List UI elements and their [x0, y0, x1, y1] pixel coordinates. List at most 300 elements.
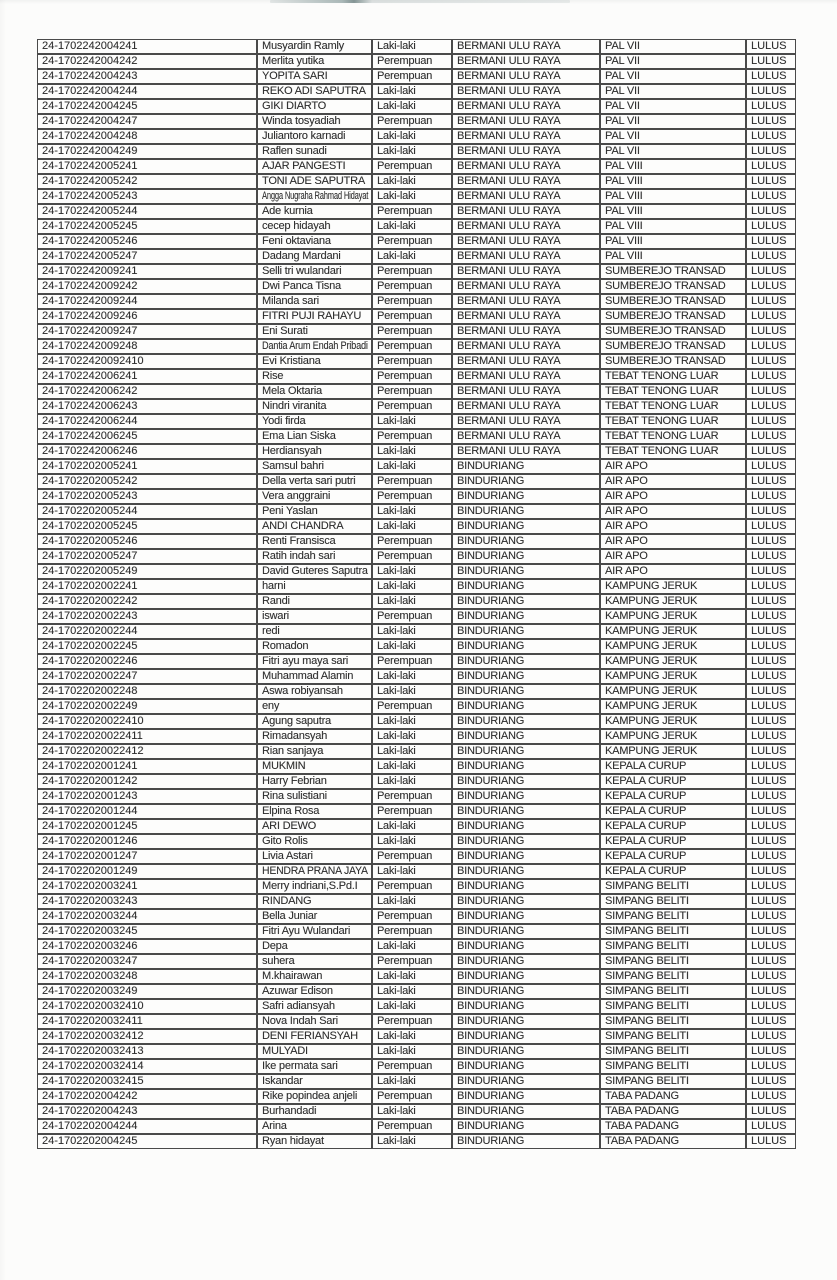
cell-registration_id — [37, 459, 257, 474]
cell-text: LULUS — [751, 670, 787, 682]
results-table-body — [37, 39, 796, 1149]
cell-text: SIMPANG BELITI — [605, 895, 689, 907]
cell-text: LULUS — [751, 610, 787, 622]
cell-text: Feni oktaviana — [262, 235, 331, 247]
table-row — [37, 549, 796, 564]
cell-text: Laki-laki — [377, 1135, 416, 1147]
cell-text: 24-17022020022412 — [42, 745, 144, 757]
cell-status — [746, 609, 796, 624]
cell-text: LULUS — [751, 460, 787, 472]
cell-text: KAMPUNG JERUK — [605, 610, 698, 622]
cell-status — [746, 1029, 796, 1044]
cell-text: Laki-laki — [377, 820, 416, 832]
cell-text: Perempuan — [377, 280, 433, 292]
cell-text: Nova Indah Sari — [262, 1015, 338, 1027]
cell-text: LULUS — [751, 220, 787, 232]
cell-status — [746, 864, 796, 879]
table-row — [37, 774, 796, 789]
cell-district — [452, 894, 600, 909]
cell-text: BERMANI ULU RAYA — [457, 40, 561, 52]
cell-text: 24-1702202002244 — [42, 625, 138, 637]
cell-village — [600, 534, 746, 549]
cell-text: BERMANI ULU RAYA — [457, 100, 561, 112]
table-row — [37, 609, 796, 624]
cell-registration_id — [37, 474, 257, 489]
cell-text: BINDURIANG — [457, 625, 525, 637]
cell-status — [746, 774, 796, 789]
cell-district — [452, 369, 600, 384]
cell-status — [746, 204, 796, 219]
cell-text: Nindri viranita — [262, 400, 327, 412]
cell-district — [452, 639, 600, 654]
cell-text: 24-1702242004244 — [42, 85, 138, 97]
cell-name — [257, 834, 372, 849]
cell-name — [257, 669, 372, 684]
cell-text: Perempuan — [377, 1015, 433, 1027]
cell-village — [600, 189, 746, 204]
cell-text: Laki-laki — [377, 220, 416, 232]
cell-name — [257, 804, 372, 819]
cell-gender — [372, 414, 452, 429]
cell-registration_id — [37, 609, 257, 624]
cell-name — [257, 1014, 372, 1029]
cell-registration_id — [37, 219, 257, 234]
cell-district — [452, 684, 600, 699]
cell-text: 24-1702242004242 — [42, 55, 138, 67]
cell-status — [746, 249, 796, 264]
cell-registration_id — [37, 1014, 257, 1029]
cell-text: Randi — [262, 595, 290, 607]
cell-gender — [372, 684, 452, 699]
cell-text: Raflen sunadi — [262, 145, 327, 157]
cell-text: LULUS — [751, 475, 787, 487]
cell-village — [600, 1119, 746, 1134]
cell-text: Laki-laki — [377, 940, 416, 952]
cell-text: 24-1702202003246 — [42, 940, 138, 952]
cell-text: PAL VII — [605, 40, 640, 52]
cell-district — [452, 399, 600, 414]
table-row — [37, 894, 796, 909]
cell-village — [600, 564, 746, 579]
cell-status — [746, 369, 796, 384]
cell-district — [452, 849, 600, 864]
table-row — [37, 69, 796, 84]
cell-village — [600, 309, 746, 324]
cell-text: 24-1702202003241 — [42, 880, 138, 892]
cell-text: Laki-laki — [377, 670, 416, 682]
cell-text: David Guteres Saputra — [262, 565, 368, 577]
cell-text: HENDRA PRANA JAYA — [262, 865, 368, 877]
cell-village — [600, 204, 746, 219]
cell-text: Perempuan — [377, 370, 433, 382]
cell-text: 24-17022020032412 — [42, 1030, 144, 1042]
table-row — [37, 474, 796, 489]
cell-district — [452, 474, 600, 489]
cell-text: Elpina Rosa — [262, 805, 320, 817]
cell-text: PAL VII — [605, 100, 640, 112]
cell-gender — [372, 729, 452, 744]
cell-name — [257, 1104, 372, 1119]
table-row — [37, 729, 796, 744]
cell-name — [257, 459, 372, 474]
cell-text: Perempuan — [377, 1090, 433, 1102]
table-row — [37, 144, 796, 159]
cell-name — [257, 264, 372, 279]
cell-gender — [372, 1059, 452, 1074]
cell-registration_id — [37, 789, 257, 804]
cell-district — [452, 174, 600, 189]
cell-text: BERMANI ULU RAYA — [457, 280, 561, 292]
cell-text: LULUS — [751, 1000, 787, 1012]
cell-text: SIMPANG BELITI — [605, 985, 689, 997]
cell-text: 24-1702242009241 — [42, 265, 138, 277]
cell-text: LULUS — [751, 1045, 787, 1057]
cell-status — [746, 954, 796, 969]
cell-status — [746, 84, 796, 99]
cell-district — [452, 69, 600, 84]
cell-text: LULUS — [751, 880, 787, 892]
cell-text: TEBAT TENONG LUAR — [605, 370, 719, 382]
cell-text: BINDURIANG — [457, 490, 525, 502]
cell-text: Rina sulistiani — [262, 790, 327, 802]
cell-registration_id — [37, 429, 257, 444]
cell-gender — [372, 669, 452, 684]
cell-village — [600, 909, 746, 924]
table-row — [37, 489, 796, 504]
cell-text: 24-1702202005247 — [42, 550, 138, 562]
table-row — [37, 594, 796, 609]
cell-name — [257, 369, 372, 384]
cell-district — [452, 834, 600, 849]
cell-text: Laki-laki — [377, 1105, 416, 1117]
cell-text: Musyardin Ramly — [262, 40, 344, 52]
cell-district — [452, 579, 600, 594]
cell-text: BERMANI ULU RAYA — [457, 55, 561, 67]
cell-text: Agung saputra — [262, 715, 331, 727]
cell-registration_id — [37, 324, 257, 339]
cell-text: PAL VIII — [605, 250, 643, 262]
cell-text: 24-1702242005246 — [42, 235, 138, 247]
cell-village — [600, 744, 746, 759]
cell-text: LULUS — [751, 70, 787, 82]
cell-text: Laki-laki — [377, 1045, 416, 1057]
cell-status — [746, 219, 796, 234]
cell-registration_id — [37, 714, 257, 729]
cell-text: Laki-laki — [377, 415, 416, 427]
cell-gender — [372, 699, 452, 714]
cell-text: Perempuan — [377, 1060, 433, 1072]
cell-district — [452, 429, 600, 444]
table-row — [37, 414, 796, 429]
cell-gender — [372, 924, 452, 939]
cell-text: RINDANG — [262, 895, 312, 907]
cell-text: LULUS — [751, 655, 787, 667]
cell-registration_id — [37, 39, 257, 54]
cell-registration_id — [37, 564, 257, 579]
cell-village — [600, 69, 746, 84]
cell-gender — [372, 939, 452, 954]
cell-name — [257, 84, 372, 99]
cell-registration_id — [37, 249, 257, 264]
cell-text: PAL VII — [605, 85, 640, 97]
cell-text: Ike permata sari — [262, 1060, 338, 1072]
cell-text: 24-1702202001242 — [42, 775, 138, 787]
table-row — [37, 369, 796, 384]
cell-status — [746, 414, 796, 429]
cell-district — [452, 39, 600, 54]
cell-status — [746, 54, 796, 69]
cell-text: 24-1702242006241 — [42, 370, 138, 382]
cell-text: KAMPUNG JERUK — [605, 685, 698, 697]
cell-status — [746, 549, 796, 564]
cell-text: PAL VIII — [605, 205, 643, 217]
cell-text: BINDURIANG — [457, 1030, 525, 1042]
cell-district — [452, 1029, 600, 1044]
cell-gender — [372, 1089, 452, 1104]
cell-text: 24-1702202005249 — [42, 565, 138, 577]
cell-text: Laki-laki — [377, 580, 416, 592]
cell-text: Fitri Ayu Wulandari — [262, 925, 351, 937]
cell-text: Perempuan — [377, 310, 433, 322]
cell-status — [746, 429, 796, 444]
cell-village — [600, 324, 746, 339]
cell-text: 24-1702242004249 — [42, 145, 138, 157]
cell-status — [746, 174, 796, 189]
cell-gender — [372, 249, 452, 264]
table-row — [37, 759, 796, 774]
cell-text: SIMPANG BELITI — [605, 1060, 689, 1072]
table-row — [37, 264, 796, 279]
cell-text: 24-1702242005243 — [42, 190, 138, 202]
cell-text: BINDURIANG — [457, 760, 525, 772]
cell-name — [257, 984, 372, 999]
cell-name — [257, 864, 372, 879]
table-row — [37, 1074, 796, 1089]
table-row — [37, 984, 796, 999]
cell-registration_id — [37, 954, 257, 969]
cell-district — [452, 699, 600, 714]
cell-text: KEPALA CURUP — [605, 865, 687, 877]
cell-text: BERMANI ULU RAYA — [457, 430, 561, 442]
table-row — [37, 399, 796, 414]
cell-status — [746, 489, 796, 504]
table-row — [37, 174, 796, 189]
cell-status — [746, 504, 796, 519]
cell-status — [746, 294, 796, 309]
cell-village — [600, 864, 746, 879]
cell-text: BINDURIANG — [457, 475, 525, 487]
cell-district — [452, 384, 600, 399]
cell-text: 24-1702242009244 — [42, 295, 138, 307]
cell-district — [452, 324, 600, 339]
table-row — [37, 819, 796, 834]
cell-village — [600, 789, 746, 804]
cell-status — [746, 324, 796, 339]
cell-text: LULUS — [751, 400, 787, 412]
cell-text: Perempuan — [377, 700, 433, 712]
cell-district — [452, 294, 600, 309]
cell-district — [452, 114, 600, 129]
cell-village — [600, 54, 746, 69]
cell-gender — [372, 504, 452, 519]
cell-text: cecep hidayah — [262, 220, 331, 232]
cell-text: Laki-laki — [377, 835, 416, 847]
cell-text: Fitri ayu maya sari — [262, 655, 349, 667]
table-row — [37, 789, 796, 804]
table-row — [37, 639, 796, 654]
table-row — [37, 654, 796, 669]
cell-district — [452, 489, 600, 504]
cell-text: eny — [262, 700, 280, 712]
cell-district — [452, 939, 600, 954]
cell-text: Burhandadi — [262, 1105, 317, 1117]
cell-status — [746, 909, 796, 924]
cell-text: Perempuan — [377, 550, 433, 562]
cell-registration_id — [37, 924, 257, 939]
cell-district — [452, 444, 600, 459]
cell-status — [746, 459, 796, 474]
cell-text: Laki-laki — [377, 100, 416, 112]
cell-village — [600, 1059, 746, 1074]
cell-status — [746, 144, 796, 159]
cell-registration_id — [37, 339, 257, 354]
cell-text: AIR APO — [605, 550, 648, 562]
cell-name — [257, 309, 372, 324]
cell-text: SUMBEREJO TRANSAD — [605, 340, 726, 352]
table-row — [37, 54, 796, 69]
cell-name — [257, 714, 372, 729]
cell-text: 24-1702202001247 — [42, 850, 138, 862]
cell-text: BINDURIANG — [457, 805, 525, 817]
cell-village — [600, 39, 746, 54]
cell-registration_id — [37, 984, 257, 999]
cell-text: 24-1702202001243 — [42, 790, 138, 802]
table-row — [37, 519, 796, 534]
cell-village — [600, 354, 746, 369]
cell-text: Ratih indah sari — [262, 550, 336, 562]
cell-text: BINDURIANG — [457, 610, 525, 622]
cell-gender — [372, 294, 452, 309]
cell-district — [452, 804, 600, 819]
cell-gender — [372, 279, 452, 294]
cell-text: BERMANI ULU RAYA — [457, 190, 561, 202]
cell-gender — [372, 114, 452, 129]
table-row — [37, 1134, 796, 1149]
cell-text: LULUS — [751, 370, 787, 382]
cell-registration_id — [37, 1104, 257, 1119]
cell-village — [600, 954, 746, 969]
table-row — [37, 864, 796, 879]
cell-text: Winda tosyadiah — [262, 115, 341, 127]
cell-text: LULUS — [751, 100, 787, 112]
cell-text: BINDURIANG — [457, 1120, 525, 1132]
cell-text: Dwi Panca Tisna — [262, 280, 341, 292]
cell-text: BERMANI ULU RAYA — [457, 115, 561, 127]
cell-text: LULUS — [751, 730, 787, 742]
cell-status — [746, 354, 796, 369]
cell-gender — [372, 84, 452, 99]
cell-text: BINDURIANG — [457, 985, 525, 997]
cell-text: Laki-laki — [377, 865, 416, 877]
cell-name — [257, 1074, 372, 1089]
cell-text: BINDURIANG — [457, 715, 525, 727]
cell-name — [257, 1089, 372, 1104]
cell-registration_id — [37, 399, 257, 414]
cell-gender — [372, 579, 452, 594]
cell-text: LULUS — [751, 235, 787, 247]
cell-gender — [372, 429, 452, 444]
cell-text: LULUS — [751, 775, 787, 787]
cell-district — [452, 819, 600, 834]
cell-text: BINDURIANG — [457, 925, 525, 937]
cell-name — [257, 819, 372, 834]
cell-gender — [372, 324, 452, 339]
cell-text: SIMPANG BELITI — [605, 970, 689, 982]
cell-registration_id — [37, 1134, 257, 1149]
cell-village — [600, 174, 746, 189]
cell-name — [257, 189, 372, 204]
cell-text: BINDURIANG — [457, 670, 525, 682]
cell-text: Perempuan — [377, 535, 433, 547]
cell-text: 24-17022020032415 — [42, 1075, 144, 1087]
cell-registration_id — [37, 729, 257, 744]
cell-text: BINDURIANG — [457, 1135, 525, 1147]
cell-gender — [372, 879, 452, 894]
cell-text: Milanda sari — [262, 295, 319, 307]
table-row — [37, 189, 796, 204]
cell-gender — [372, 1104, 452, 1119]
cell-text: TEBAT TENONG LUAR — [605, 400, 719, 412]
cell-village — [600, 144, 746, 159]
cell-district — [452, 1059, 600, 1074]
cell-text: PAL VII — [605, 145, 640, 157]
cell-text: BINDURIANG — [457, 790, 525, 802]
cell-text: PAL VIII — [605, 160, 643, 172]
cell-status — [746, 234, 796, 249]
cell-text: Perempuan — [377, 235, 433, 247]
cell-registration_id — [37, 489, 257, 504]
table-row — [37, 849, 796, 864]
cell-text: Renti Fransisca — [262, 535, 336, 547]
cell-text: PAL VII — [605, 55, 640, 67]
cell-text: 24-1702202001241 — [42, 760, 138, 772]
cell-text: 24-1702242004241 — [42, 40, 138, 52]
cell-text: SUMBEREJO TRANSAD — [605, 325, 726, 337]
cell-village — [600, 219, 746, 234]
cell-village — [600, 444, 746, 459]
cell-text: Laki-laki — [377, 505, 416, 517]
cell-text: Laki-laki — [377, 520, 416, 532]
cell-district — [452, 549, 600, 564]
cell-gender — [372, 1044, 452, 1059]
cell-text: 24-1702242006245 — [42, 430, 138, 442]
cell-village — [600, 639, 746, 654]
cell-text: AIR APO — [605, 460, 648, 472]
cell-text: Dadang Mardani — [262, 250, 341, 262]
table-row — [37, 1044, 796, 1059]
cell-gender — [372, 714, 452, 729]
cell-text: LULUS — [751, 325, 787, 337]
cell-status — [746, 894, 796, 909]
cell-district — [452, 564, 600, 579]
cell-name — [257, 729, 372, 744]
cell-village — [600, 1089, 746, 1104]
cell-status — [746, 969, 796, 984]
table-row — [37, 1089, 796, 1104]
cell-text: BERMANI ULU RAYA — [457, 385, 561, 397]
table-row — [37, 504, 796, 519]
cell-text: BINDURIANG — [457, 745, 525, 757]
